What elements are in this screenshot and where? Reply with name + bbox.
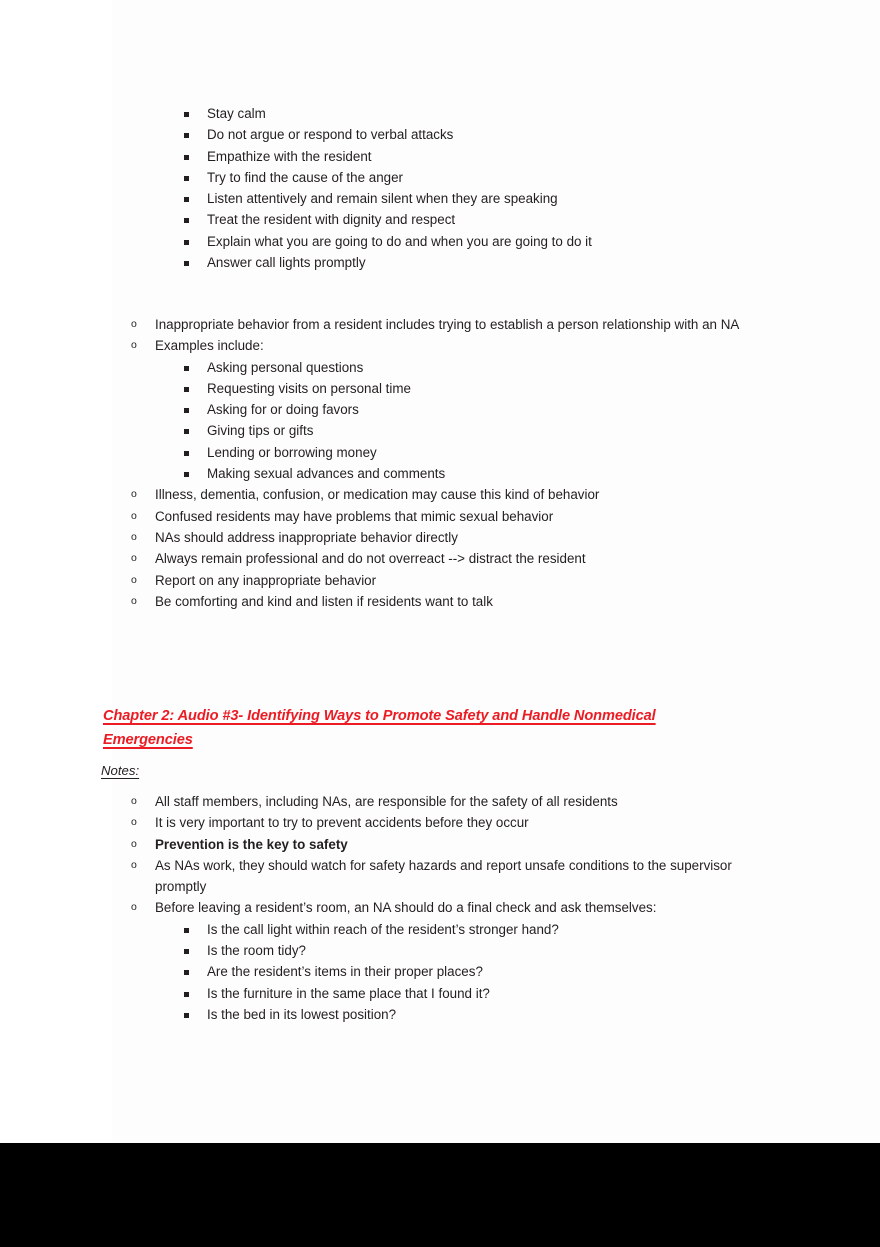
- list-item: [0, 399, 880, 420]
- square-bullet-icon: [184, 133, 189, 138]
- notes-label: [101, 761, 773, 780]
- chapter-heading-block: [103, 704, 775, 753]
- circle-bullet-icon: o: [131, 573, 137, 586]
- list-item-label: Listen attentively and remain silent when they are speaking: [207, 191, 558, 207]
- square-bullet-icon: [184, 429, 189, 434]
- list-item-label: Is the furniture in the same place that I found it?: [207, 985, 490, 1001]
- square-bullet-icon: [184, 949, 189, 954]
- list-item-label: Asking for or doing favors: [207, 402, 359, 418]
- square-bullet-icon: [184, 197, 189, 202]
- list-item: [0, 420, 880, 441]
- circle-bullet-icon: o: [131, 816, 137, 829]
- page-title: [103, 704, 775, 753]
- list-item: [0, 834, 880, 855]
- section-safety: [0, 791, 880, 1025]
- square-bullet-icon: [184, 970, 189, 975]
- list-item-label: Is the call light within reach of the resident’s stronger hand?: [207, 921, 559, 937]
- safety-checklist: [0, 919, 880, 1025]
- list-item-label: Prevention is the key to safety: [155, 836, 348, 852]
- list-item: [0, 527, 880, 548]
- list-item: [0, 124, 880, 145]
- list-item-label: Asking personal questions: [207, 359, 364, 375]
- list-item-label: Are the resident’s items in their proper places?: [207, 964, 483, 980]
- notes-label-block: [101, 761, 773, 780]
- list-item: [0, 378, 880, 399]
- list-item-label: All staff members, including NAs, are responsible for the safety of all residents: [155, 794, 618, 809]
- notes-label-text: Notes:: [101, 763, 140, 778]
- circle-bullet-icon: o: [131, 837, 137, 850]
- list-item: [0, 103, 880, 124]
- bottom-black-band: [0, 1143, 880, 1247]
- square-bullet-icon: [184, 472, 189, 477]
- circle-bullet-icon: o: [131, 509, 137, 522]
- list-item-label: Answer call lights promptly: [207, 255, 366, 271]
- square-bullet-icon: [184, 366, 189, 371]
- list-item-label: Empathize with the resident: [207, 148, 372, 164]
- list-item-label: Is the room tidy?: [207, 943, 306, 959]
- circle-bullet-icon: o: [131, 530, 137, 543]
- section-inappropriate-behavior: [0, 314, 880, 612]
- list-item: [0, 188, 880, 209]
- list-item-label: Always remain professional and do not overreact --> distract the resident: [155, 551, 586, 567]
- list-item-label: Do not argue or respond to verbal attacks: [207, 127, 454, 143]
- list-item-label: NAs should address inappropriate behavior directly: [155, 529, 458, 545]
- circle-bullet-icon: o: [131, 488, 137, 501]
- list-item: [0, 855, 880, 898]
- chapter-heading-line-1: Chapter 2: Audio #3- Identifying Ways to Promote Safety and Handle Nonmedical: [103, 708, 656, 724]
- list-item-label: Report on any inappropriate behavior: [155, 572, 377, 588]
- square-bullet-icon: [184, 155, 189, 160]
- square-bullet-icon: [184, 1013, 189, 1018]
- list-item-label: Confused residents may have problems that mimic sexual behavior: [155, 508, 554, 524]
- list-item-label: Treat the resident with dignity and respect: [207, 212, 456, 228]
- circle-bullet-icon: o: [131, 858, 137, 871]
- list-item: [0, 548, 880, 569]
- list-item: [0, 1004, 880, 1025]
- list-item: [0, 314, 880, 335]
- list-item-label: Making sexual advances and comments: [207, 466, 446, 482]
- list-item: [0, 146, 880, 167]
- anger-response-list: [0, 103, 880, 273]
- list-item-label: Is the bed in its lowest position?: [207, 1006, 397, 1022]
- circle-bullet-icon: o: [131, 901, 137, 914]
- list-item: [0, 506, 880, 527]
- square-bullet-icon: [184, 261, 189, 266]
- circle-bullet-icon: o: [131, 594, 137, 607]
- list-item-label: Requesting visits on personal time: [207, 380, 411, 396]
- list-item: [0, 167, 880, 188]
- list-item: [0, 442, 880, 463]
- list-item: [0, 791, 880, 812]
- list-item-label: Explain what you are going to do and when you are going to do it: [207, 233, 592, 249]
- square-bullet-icon: [184, 240, 189, 245]
- list-item: [0, 919, 880, 940]
- list-item: [0, 463, 880, 484]
- list-item-label: As NAs work, they should watch for safety hazards and report unsafe conditions to the supervisor promptly: [155, 857, 732, 895]
- list-item-label: Inappropriate behavior from a resident includes trying to establish a person relationship with an NA: [155, 317, 740, 332]
- circle-bullet-icon: o: [131, 318, 137, 330]
- list-item: [0, 570, 880, 591]
- list-item-label: Stay calm: [207, 106, 266, 121]
- section-anger-response: [0, 103, 880, 273]
- circle-bullet-icon: o: [131, 795, 137, 807]
- square-bullet-icon: [184, 992, 189, 997]
- chapter-heading-line-2: Emergencies: [103, 732, 193, 749]
- square-bullet-icon: [184, 112, 189, 117]
- circle-bullet-icon: o: [131, 339, 137, 352]
- square-bullet-icon: [184, 451, 189, 456]
- square-bullet-icon: [184, 176, 189, 181]
- list-item-label: It is very important to try to prevent accidents before they occur: [155, 815, 529, 831]
- list-item: [0, 484, 880, 505]
- square-bullet-icon: [184, 218, 189, 223]
- list-item: [0, 983, 880, 1004]
- list-item: [0, 591, 880, 612]
- list-item: [0, 209, 880, 230]
- list-item: [0, 897, 880, 918]
- list-item: [0, 357, 880, 378]
- list-item-label: Illness, dementia, confusion, or medication may cause this kind of behavior: [155, 487, 600, 503]
- list-item-label: Examples include:: [155, 338, 264, 354]
- square-bullet-icon: [184, 408, 189, 413]
- inappropriate-behavior-examples-list: [0, 357, 880, 485]
- inappropriate-behavior-guidance-list: [0, 484, 880, 612]
- list-item-label: Before leaving a resident’s room, an NA should do a final check and ask themselves:: [155, 900, 657, 916]
- list-item: [0, 812, 880, 833]
- square-bullet-icon: [184, 928, 189, 933]
- list-item-label: Be comforting and kind and listen if residents want to talk: [155, 593, 493, 609]
- list-item-label: Try to find the cause of the anger: [207, 169, 404, 185]
- list-item: [0, 252, 880, 273]
- list-item-label: Giving tips or gifts: [207, 423, 314, 439]
- inappropriate-behavior-list: [0, 314, 880, 357]
- square-bullet-icon: [184, 387, 189, 392]
- list-item-label: Lending or borrowing money: [207, 444, 377, 460]
- circle-bullet-icon: o: [131, 552, 137, 565]
- list-item: [0, 335, 880, 356]
- list-item: [0, 940, 880, 961]
- list-item: [0, 231, 880, 252]
- list-item: [0, 961, 880, 982]
- safety-list: [0, 791, 880, 919]
